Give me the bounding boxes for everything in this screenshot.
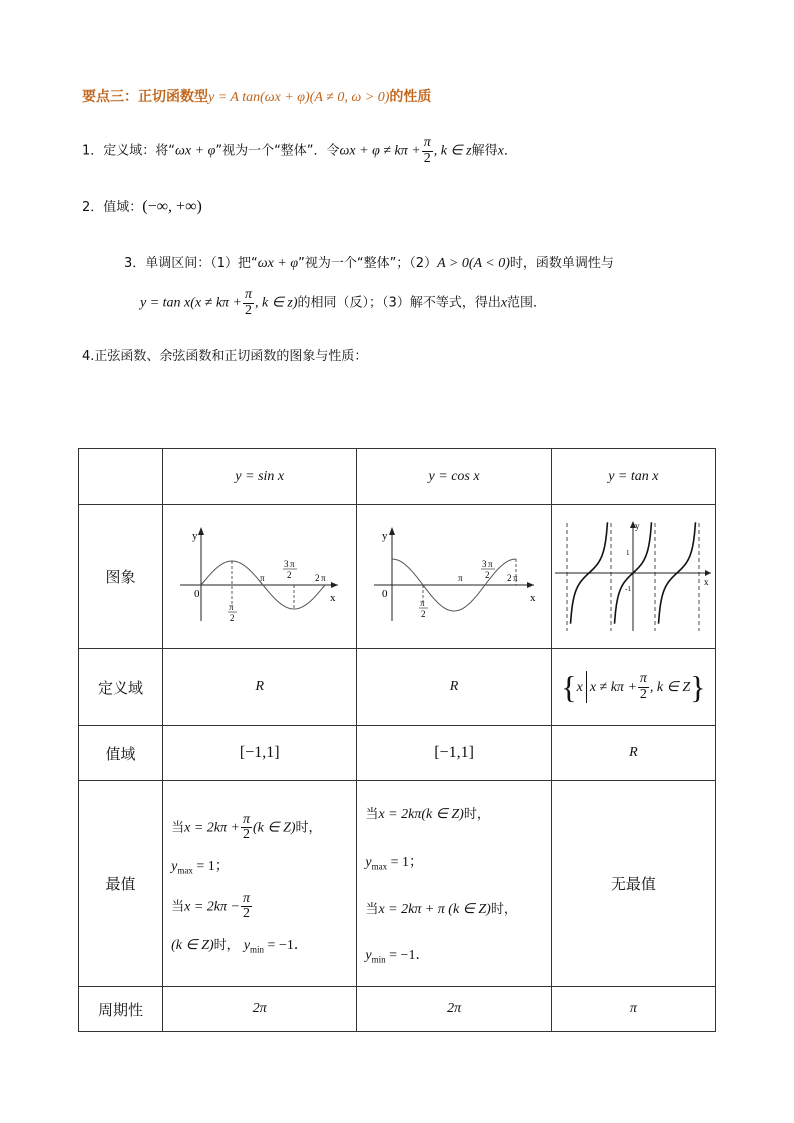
header-sin-label: y = sin x — [235, 468, 285, 484]
sin-x-label: x — [329, 591, 336, 604]
cos-2pi-pi: π — [513, 572, 518, 583]
extreme-tan-value: 无最值 — [610, 875, 656, 893]
header-tan-label: y = tan x — [608, 468, 659, 484]
range-sin-value: [−1,1] — [239, 744, 280, 761]
extreme-sin — [163, 781, 357, 987]
tan-x-arrow — [705, 570, 711, 576]
extreme-sin-line-1 — [171, 813, 356, 843]
frac — [241, 813, 252, 843]
domain-tan-fraction — [638, 672, 649, 702]
trig-properties-table — [78, 448, 716, 1032]
extreme-cos-line-3 — [365, 898, 550, 918]
item-3-expr-4: , k ∈ z) — [255, 295, 298, 311]
sin-half-pi-den: 2 — [229, 612, 235, 623]
cos-half-pi-den: 2 — [421, 608, 426, 619]
item-3-text-d: 的相同（反）；（3）解不等式，得出 — [297, 295, 501, 311]
sin-origin-label: 0 — [193, 587, 200, 600]
cos-x-label: x — [530, 591, 536, 604]
domain-sin — [163, 649, 357, 726]
extreme-cos — [357, 781, 551, 987]
subscript: min — [371, 954, 386, 965]
item-3-line-1 — [124, 252, 614, 272]
text: 时， — [213, 937, 240, 953]
header-cos-label: y = cos x — [428, 468, 480, 484]
cos-y-label: y — [382, 529, 388, 542]
period-tan-value: π — [629, 1001, 637, 1016]
cos-half-pi-num: π — [420, 597, 425, 608]
item-3-text-b: ”视为一个“整体”；（2） — [298, 256, 438, 271]
cos-3half-den: 2 — [485, 569, 490, 580]
table-row-extreme — [79, 781, 716, 987]
frac-denominator: 2 — [245, 302, 252, 318]
header-cos — [357, 449, 551, 505]
text: 当 — [171, 820, 185, 836]
brace-left: { — [561, 668, 577, 705]
tan-m1-label: -1 — [625, 584, 632, 593]
sin-3-label: 3 — [283, 558, 289, 569]
tan-graph-cell — [551, 505, 715, 649]
table-row-range — [79, 726, 716, 781]
item-1-text-a: 定义域：将“ — [103, 143, 176, 159]
sin-y-arrow — [198, 527, 204, 535]
value: = 1； — [387, 854, 424, 870]
period-tan — [551, 987, 715, 1032]
item-1-domain — [82, 136, 517, 166]
frac-denominator: 2 — [242, 906, 250, 922]
extreme-sin-line-4 — [171, 934, 356, 955]
domain-tan — [551, 649, 715, 726]
extreme-tan — [551, 781, 715, 987]
brace-right: } — [690, 668, 706, 705]
item-3-fraction — [243, 288, 254, 318]
range-tan-value: R — [629, 745, 638, 760]
frac-numerator: π — [242, 811, 250, 827]
text-end: 时， — [490, 901, 517, 917]
table-row-graph — [79, 505, 716, 649]
text-end: 时， — [463, 806, 490, 822]
value: = −1． — [385, 947, 430, 963]
sin-2pi-pi: π — [320, 572, 326, 583]
period-cos-value: 2π — [447, 1001, 462, 1016]
extreme-cos-line-1 — [365, 803, 550, 823]
value: = 1； — [192, 858, 229, 874]
sin-graph — [170, 515, 350, 635]
table-row-period — [79, 987, 716, 1032]
y-var: y — [243, 937, 251, 953]
table-row-domain — [79, 649, 716, 726]
text-end: 时， — [295, 820, 322, 836]
sin-3pi-pi: π — [289, 558, 295, 569]
item-1-fraction — [422, 136, 433, 166]
item-4-title: 4.正弦函数、余弦函数和正切函数的图象与性质： — [82, 349, 368, 364]
header-tan — [551, 449, 715, 505]
y-var: y — [365, 854, 372, 870]
extreme-sin-line-2 — [171, 855, 356, 876]
item-3-text-c: 时，函数单调性与 — [509, 256, 614, 271]
cos-graph-cell — [357, 505, 551, 649]
header-empty-cell — [79, 449, 163, 505]
item-1-expr-3: , k ∈ z — [433, 143, 472, 159]
domain-tan-expr: x ≠ kπ + — [589, 679, 637, 695]
frac-denominator: 2 — [639, 686, 647, 702]
cos-pi-label: π — [458, 572, 463, 583]
frac-numerator: π — [245, 287, 253, 302]
sin-half-pi-num: π — [228, 601, 234, 612]
cos-x-arrow — [527, 582, 534, 588]
expr: x = 2kπ + π (k ∈ Z) — [378, 901, 491, 917]
item-3-text-e: 范围． — [507, 295, 547, 311]
row-label-graph: 图象 — [79, 505, 163, 649]
row-label-period: 周期性 — [79, 987, 163, 1032]
range-sin — [163, 726, 357, 781]
expr-cond: (k ∈ Z) — [253, 820, 296, 836]
expr: x = 2kπ(k ∈ Z) — [378, 806, 464, 822]
item-3-expr-1: ωx + φ — [257, 256, 299, 271]
tan-y-label: y — [635, 520, 640, 531]
item-1-expr-2: ωx + φ ≠ kπ + — [339, 143, 421, 159]
text: 当 — [365, 806, 379, 822]
row-label-range: 值域 — [79, 726, 163, 781]
item-2-text: 值域： — [103, 200, 143, 215]
text: 当 — [365, 901, 379, 917]
period-sin — [163, 987, 357, 1032]
table-header-row — [79, 449, 716, 505]
cos-graph — [364, 515, 544, 635]
tan-x-label: x — [704, 576, 709, 587]
row-label-extreme: 最值 — [79, 781, 163, 987]
item-1-text-c: 解得 — [471, 143, 498, 159]
sin-2pi-2: 2 — [314, 572, 320, 583]
heading-prefix: 要点三：正切函数型 — [82, 89, 208, 105]
item-2-value: (−∞, +∞) — [142, 198, 202, 215]
y-var: y — [365, 947, 372, 963]
item-3-number: 3． — [124, 256, 146, 271]
item-2-number: 2． — [82, 200, 104, 215]
sin-pi-label: π — [259, 572, 265, 583]
domain-cos — [357, 649, 551, 726]
range-cos — [357, 726, 551, 781]
domain-sin-value: R — [255, 679, 265, 694]
item-3-var: x — [500, 295, 508, 311]
item-1-var: x — [497, 143, 504, 159]
section-heading — [82, 86, 431, 106]
subscript: max — [177, 865, 193, 876]
period-cos — [357, 987, 551, 1032]
row-label-domain: 定义域 — [79, 649, 163, 726]
domain-tan-var: x — [576, 679, 583, 695]
frac-denominator: 2 — [423, 150, 431, 166]
item-3-text-a: 单调区间：（1）把“ — [145, 256, 258, 271]
text: 当 — [171, 899, 185, 915]
period-sin-value: 2π — [252, 1001, 267, 1016]
item-1-expr-1: ωx + φ — [175, 143, 216, 159]
cos-origin-label: 0 — [382, 587, 388, 600]
set-bar — [586, 671, 587, 703]
frac-numerator: π — [423, 135, 431, 150]
item-1-number: 1． — [82, 143, 104, 159]
header-sin — [163, 449, 357, 505]
heading-suffix: 的性质 — [389, 89, 432, 105]
expr: x = 2kπ + — [184, 820, 240, 836]
cos-3pi-pi: π — [488, 558, 493, 569]
cos-3-label: 3 — [482, 558, 487, 569]
subscript: min — [250, 944, 265, 955]
tan-graph — [553, 515, 713, 635]
expr: x = 2kπ − — [184, 899, 240, 915]
item-3-expr-2: A > 0(A < 0) — [437, 256, 510, 271]
sin-x-arrow — [331, 582, 338, 588]
cos-y-arrow — [389, 527, 395, 535]
extreme-cos-line-4 — [365, 944, 550, 965]
tan-one-label: 1 — [626, 548, 630, 557]
item-2-range — [82, 196, 202, 216]
frac-numerator: π — [242, 890, 250, 906]
frac-numerator: π — [639, 670, 647, 686]
item-1-end: ． — [503, 143, 517, 159]
item-3-expr-3: y = tan x(x ≠ kπ + — [140, 295, 242, 311]
heading-formula: y = A tan(ωx + φ)(A ≠ 0, ω > 0) — [208, 90, 390, 105]
value: = −1． — [264, 937, 308, 953]
subscript: max — [371, 861, 388, 872]
cos-2pi-2: 2 — [507, 572, 512, 583]
frac — [241, 892, 252, 922]
expr-cond: (k ∈ Z) — [171, 937, 214, 953]
domain-cos-value: R — [449, 679, 459, 694]
frac-denominator: 2 — [242, 827, 250, 843]
sin-3half-den: 2 — [286, 569, 292, 580]
domain-tan-cond: , k ∈ Z — [649, 679, 691, 695]
range-tan — [551, 726, 715, 781]
sin-graph-cell — [163, 505, 357, 649]
item-3-line-2 — [140, 288, 546, 318]
extreme-sin-line-3 — [171, 892, 356, 922]
extreme-cos-line-2 — [365, 851, 550, 872]
y-var: y — [171, 858, 178, 874]
item-1-text-b: ”视为一个“整体”．令 — [215, 143, 340, 159]
sin-y-label: y — [191, 529, 198, 542]
range-cos-value: [−1,1] — [434, 744, 474, 761]
